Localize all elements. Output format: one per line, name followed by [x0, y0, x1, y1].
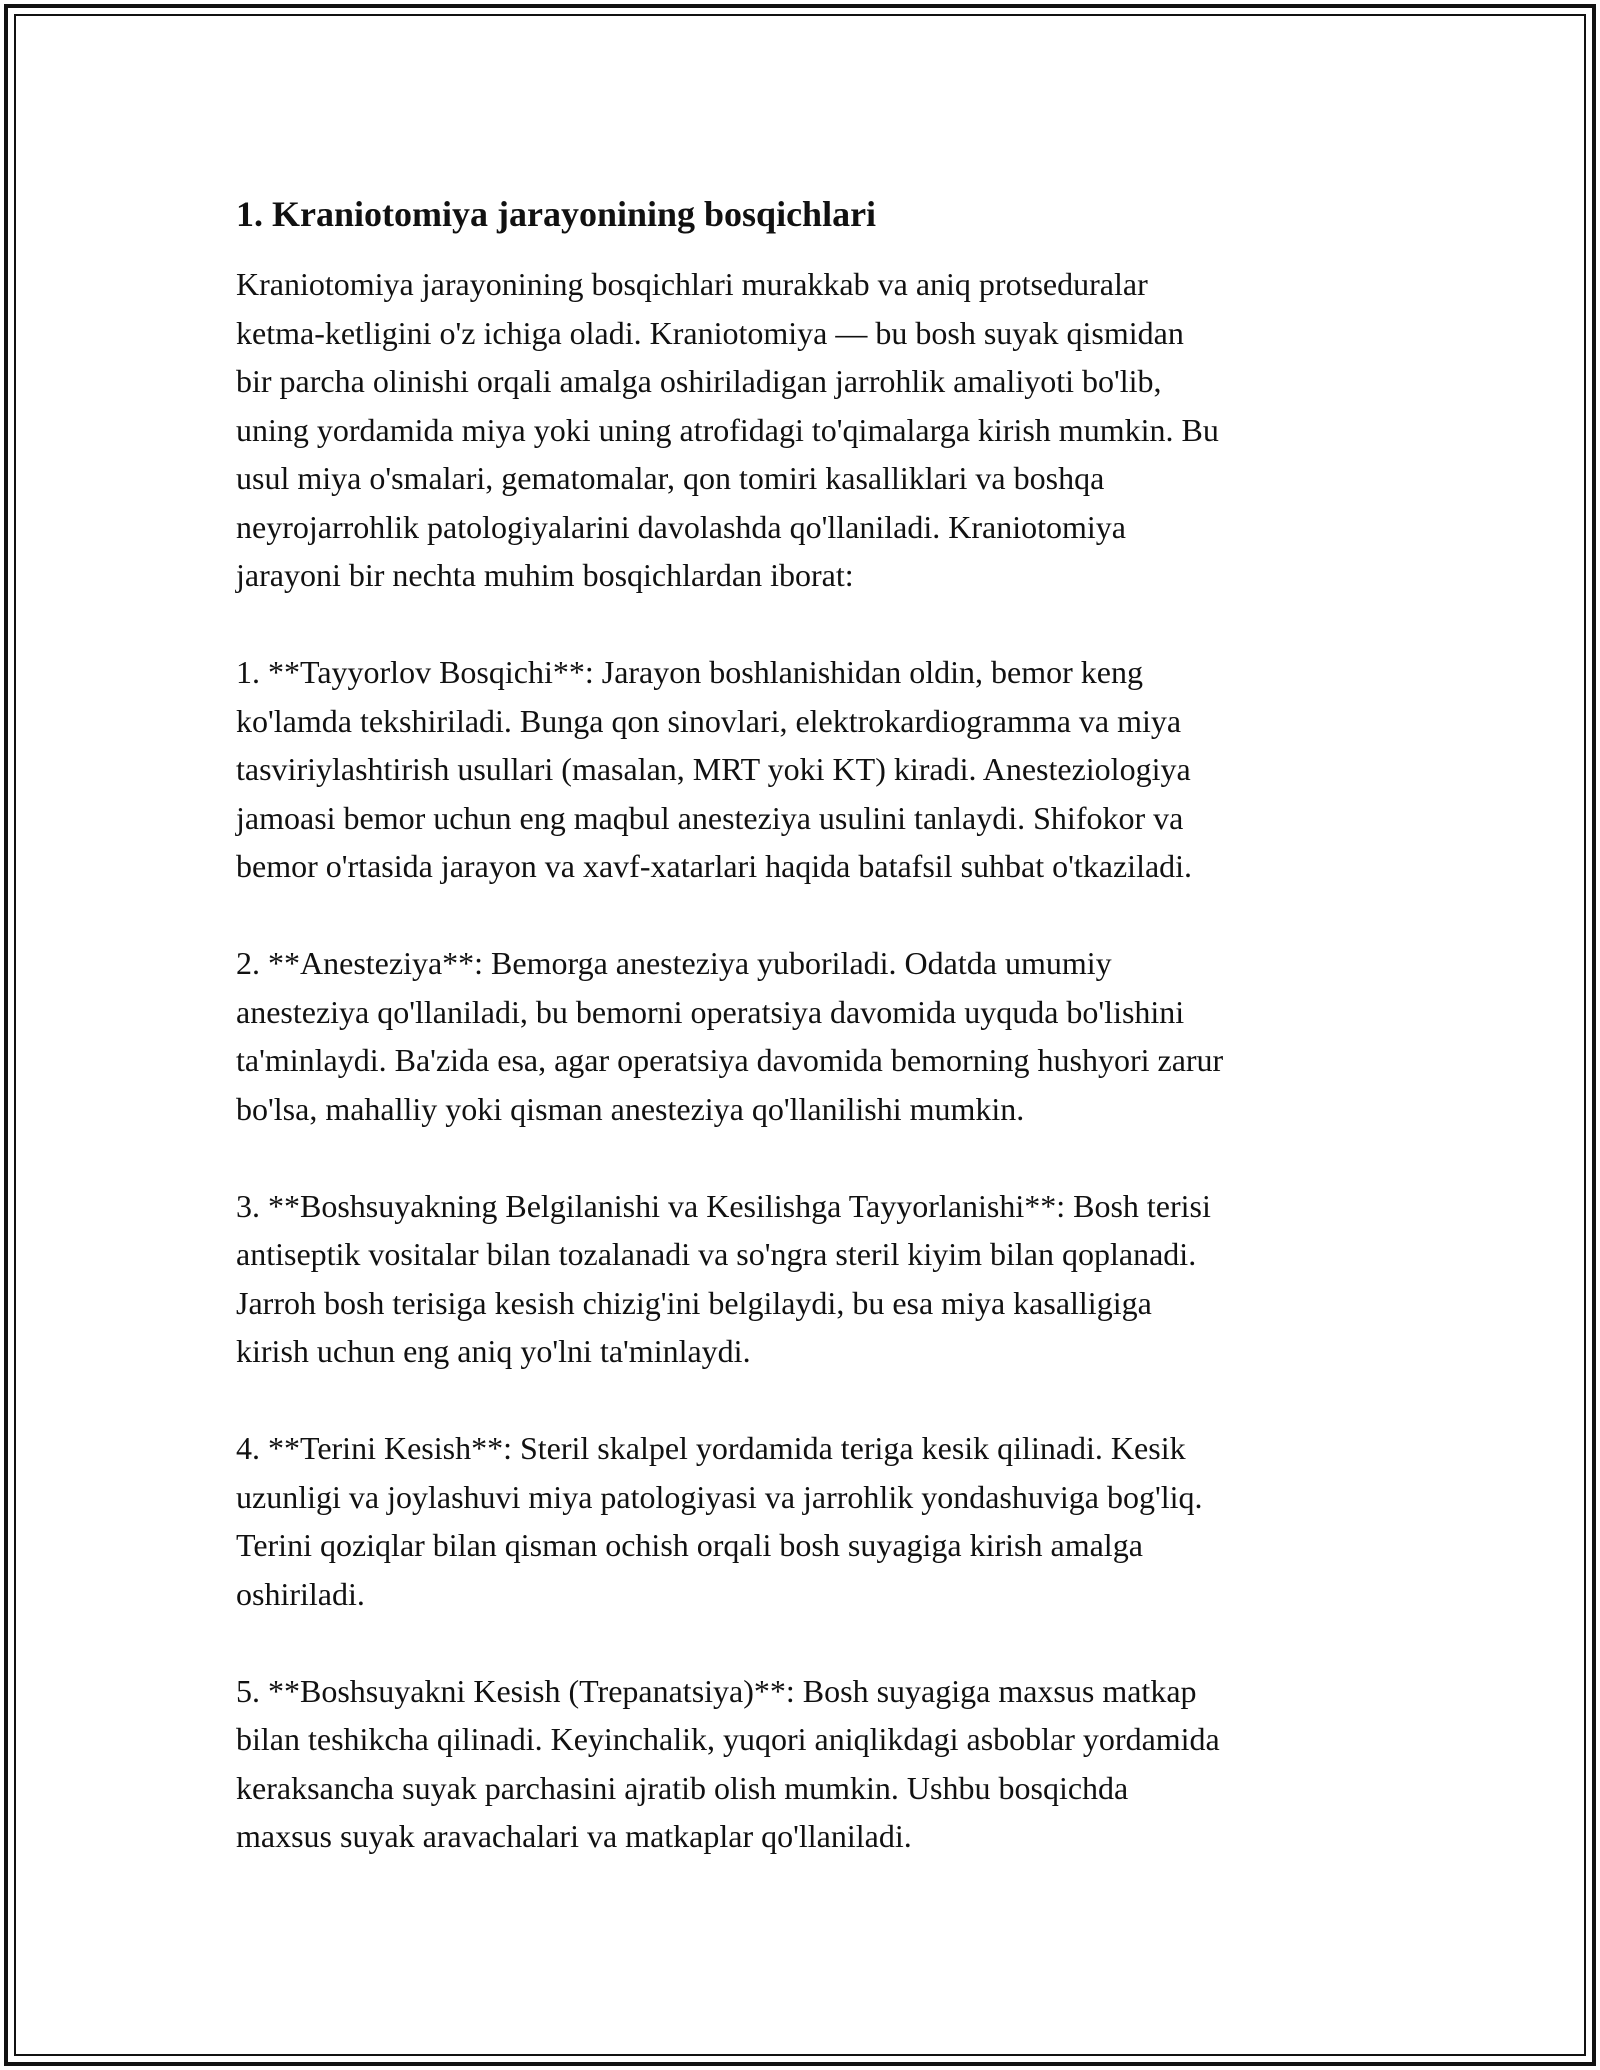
text-line: 5. **Boshsuyakni Kesish (Trepanatsiya)**: Bosh suyagiga maxsus matkap: [236, 1672, 1197, 1709]
document-title: 1. Kraniotomiya jarayonining bosqichlari: [236, 194, 877, 234]
paragraph-list: [236, 260, 1376, 1861]
step-paragraph-4: [236, 1424, 1376, 1618]
text-line: kirish uchun eng aniq yo'lni ta'minlaydi.: [236, 1333, 751, 1369]
text-line: anesteziya qo'llaniladi, bu bemorni operatsiya davomida uyquda bo'lishini: [236, 993, 1185, 1030]
text-line: 3. **Boshsuyakning Belgilanishi va Kesilishga Tayyorlanishi**: Bosh terisi: [236, 1187, 1211, 1224]
intro-paragraph: [236, 260, 1376, 600]
text-line: 4. **Terini Kesish**: Steril skalpel yordamida teriga kesik qilinadi. Kesik: [236, 1430, 1186, 1466]
text-line: ta'minlaydi. Ba'zida esa, agar operatsiya davomida bemorning hushyori zarur: [236, 1042, 1224, 1078]
text-line: bir parcha olinishi orqali amalga oshiriladigan jarrohlik amaliyoti bo'lib,: [236, 363, 1162, 399]
text-line: bo'lsa, mahalliy yoki qisman anesteziya qo'llanilishi mumkin.: [236, 1090, 1025, 1127]
text-line: bemor o'rtasida jarayon va xavf-xatarlari haqida batafsil suhbat o'tkaziladi.: [236, 848, 1193, 884]
text-line: Jarroh bosh terisiga kesish chizig'ini belgilaydi, bu esa miya kasalligiga: [236, 1284, 1152, 1321]
text-line: uzunligi va joylashuvi miya patologiyasi va jarrohlik yondashuviga bog'liq.: [236, 1478, 1203, 1515]
text-line: usul miya o'smalari, gematomalar, qon tomiri kasalliklari va boshqa: [236, 460, 1105, 496]
text-line: ketma-ketligini o'z ichiga oladi. Kraniotomiya — bu bosh suyak qismidan: [236, 314, 1184, 351]
step-paragraph-3: [236, 1182, 1376, 1376]
text-line: neyrojarrohlik patologiyalarini davolashda qo'llaniladi. Kraniotomiya: [236, 508, 1126, 545]
step-paragraph-5: [236, 1667, 1376, 1861]
text-line: jarayoni bir nechta muhim bosqichlardan iborat:: [236, 557, 854, 593]
text-line: uning yordamida miya yoki uning atrofidagi to'qimalarga kirish mumkin. Bu: [236, 411, 1219, 448]
step-paragraph-1: [236, 648, 1376, 891]
text-line: 2. **Anesteziya**: Bemorga anesteziya yuboriladi. Odatda umumiy: [236, 945, 1112, 981]
text-line: jamoasi bemor uchun eng maqbul anesteziya usulini tanlaydi. Shifokor va: [236, 799, 1184, 836]
text-line: 1. **Tayyorlov Bosqichi**: Jarayon boshlanishidan oldin, bemor keng: [236, 654, 1143, 690]
text-line: keraksancha suyak parchasini ajratib olish mumkin. Ushbu bosqichda: [236, 1769, 1129, 1806]
text-line: Kraniotomiya jarayonining bosqichlari murakkab va aniq protseduralar: [236, 266, 1148, 302]
text-line: maxsus suyak aravachalari va matkaplar qo'llaniladi.: [236, 1818, 912, 1854]
document-body: [236, 190, 1376, 1909]
text-line: oshiriladi.: [236, 1575, 365, 1612]
text-line: ko'lamda tekshiriladi. Bunga qon sinovlari, elektrokardiogramma va miya: [236, 702, 1182, 739]
text-line: antiseptik vositalar bilan tozalanadi va so'ngra steril kiyim bilan qoplanadi.: [236, 1236, 1197, 1272]
text-line: Terini qoziqlar bilan qisman ochish orqali bosh suyagiga kirish amalga: [236, 1527, 1143, 1563]
text-line: bilan teshikcha qilinadi. Keyinchalik, yuqori aniqlikdagi asboblar yordamida: [236, 1721, 1220, 1757]
text-line: tasviriylashtirish usullari (masalan, MRT yoki KT) kiradi. Anesteziologiya: [236, 751, 1191, 787]
step-paragraph-2: [236, 939, 1376, 1133]
